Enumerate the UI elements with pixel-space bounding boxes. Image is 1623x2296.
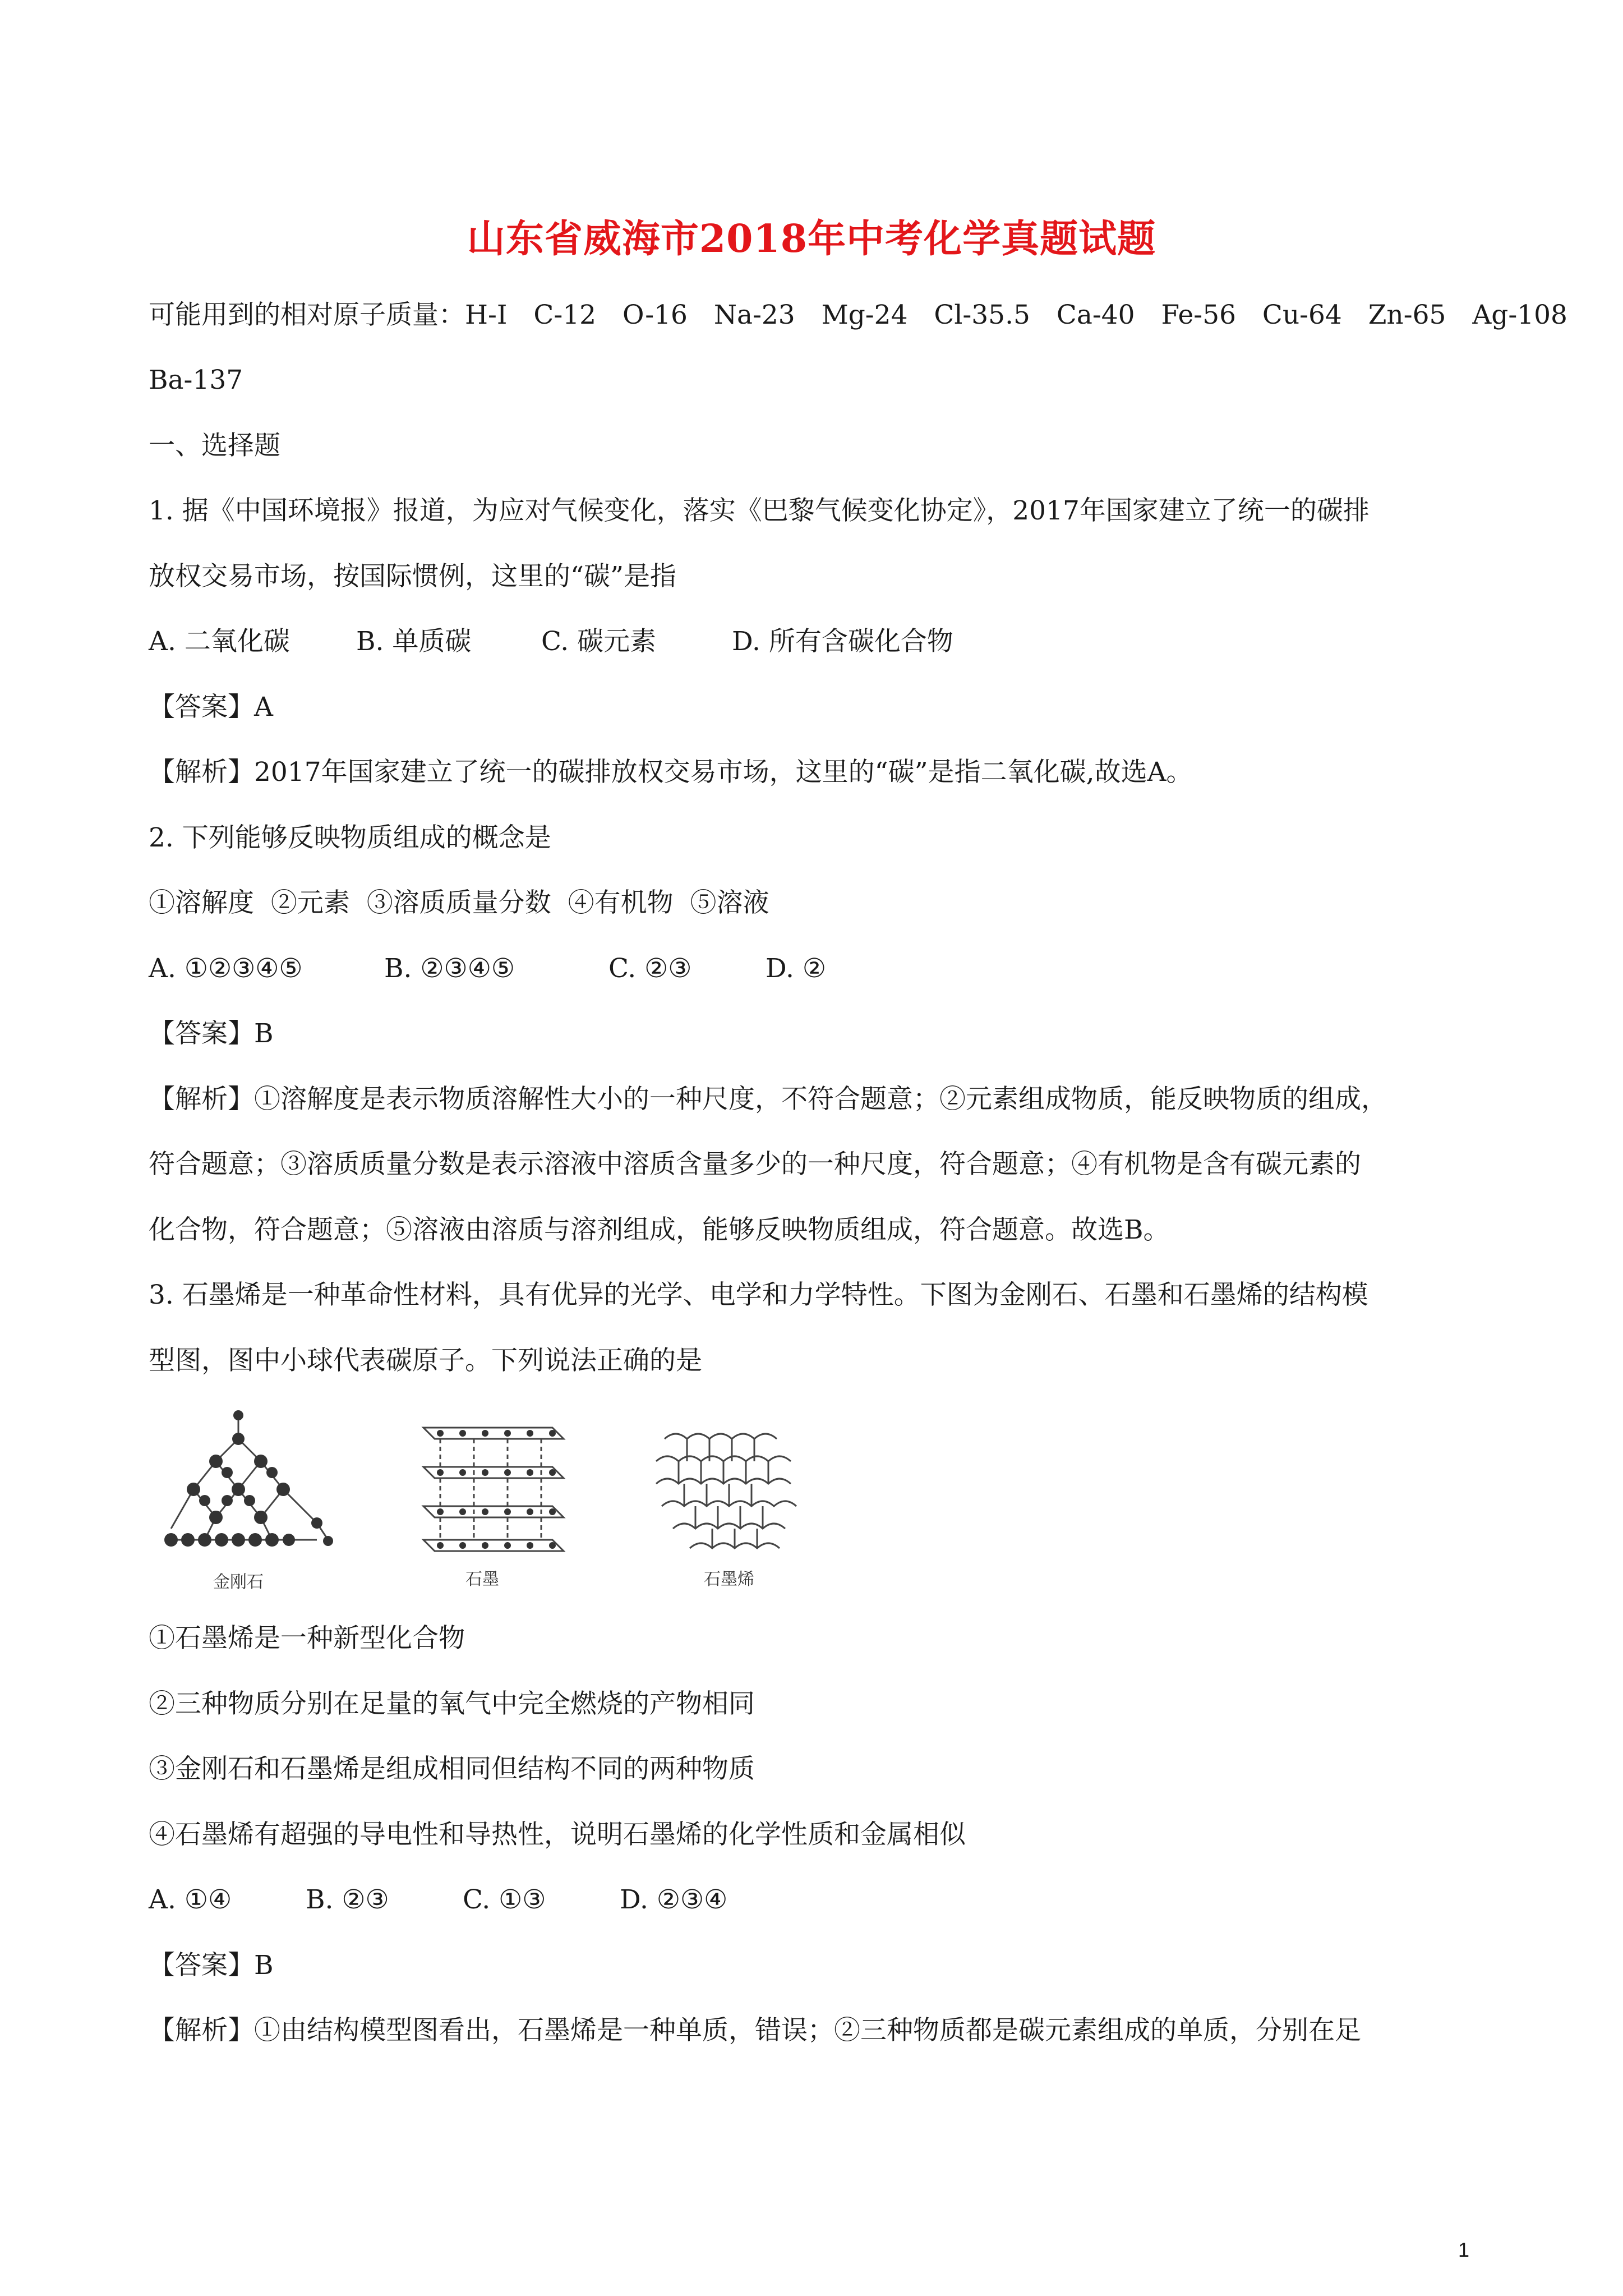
q2-option-c: C. ②③ (608, 953, 692, 984)
atomic-mass-item: Ca-40 (1056, 300, 1135, 330)
q2-stem: 2. 下列能够反映物质组成的概念是 (149, 822, 551, 853)
diamond-structure (171, 1416, 328, 1540)
page-title: 山东省威海市2018年中考化学真题试题 (467, 217, 1156, 261)
q3-statement-2: ②三种物质分别在足量的氧气中完全燃烧的产物相同 (149, 1688, 755, 1719)
q2-analysis-line1: 【解析】①溶解度是表示物质溶解性大小的一种尺度，不符合题意；②元素组成物质，能反映物质的组成， (149, 1084, 1387, 1115)
q2-options (149, 952, 826, 986)
q3-option-b: B. ②③ (306, 1884, 389, 1915)
q1-stem-line1: 1. 据《中国环境报》报道，为应对气候变化，落实《巴黎气候变化协定》，2017年国家建立了统一的碳排 (149, 495, 1370, 526)
q3-options (149, 1883, 727, 1917)
q3-statement-1: ①石墨烯是一种新型化合物 (149, 1623, 465, 1654)
section-heading: 一、选择题 (149, 430, 280, 461)
atomic-mass-row (149, 298, 1567, 332)
q3-statement-3: ③金刚石和石墨烯是组成相同但结构不同的两种物质 (149, 1754, 755, 1784)
q3-statement-4: ④石墨烯有超强的导电性和导热性，说明石墨烯的化学性质和金属相似 (149, 1819, 966, 1850)
atomic-mass-item: Na-23 (713, 300, 795, 330)
q3-stem-line2: 型图，图中小球代表碳原子。下列说法正确的是 (149, 1345, 702, 1376)
carbon-structures-figure (149, 1405, 822, 1596)
q1-options (149, 625, 953, 659)
graphite-label: 石墨 (465, 1570, 499, 1589)
page-number: 1 (1458, 2238, 1470, 2261)
atomic-mass-item: C-12 (533, 300, 597, 330)
q1-stem-line2: 放权交易市场，按国际惯例，这里的“碳”是指 (149, 561, 677, 592)
graphene-structure (656, 1434, 796, 1548)
atomic-mass-item: Ag-108 (1472, 300, 1567, 330)
q2-option-b: B. ②③④⑤ (384, 953, 515, 984)
q3-analysis-line1: 【解析】①由结构模型图看出，石墨烯是一种单质，错误；②三种物质都是碳元素组成的单质，分别在足 (149, 2015, 1361, 2046)
q3-option-d: D. ②③④ (620, 1884, 728, 1915)
graphene-label: 石墨烯 (704, 1570, 754, 1589)
q3-stem-line1: 3. 石墨烯是一种革命性材料，具有优异的光学、电学和力学特性。下图为金刚石、石墨和石墨烯的结构模 (149, 1280, 1368, 1310)
diamond-atoms (164, 1410, 333, 1547)
atomic-mass-item: Zn-65 (1368, 300, 1446, 330)
q2-answer: 【答案】B (149, 1018, 274, 1049)
graphite-atoms (437, 1430, 556, 1549)
atomic-mass-label-and-h: 可能用到的相对原子质量：H-I (149, 300, 508, 330)
q2-option-a: A. ①②③④⑤ (149, 953, 303, 984)
q1-option-d: D. 所有含碳化合物 (732, 626, 953, 657)
q1-analysis: 【解析】2017年国家建立了统一的碳排放权交易市场，这里的“碳”是指二氧化碳,故选A。 (149, 757, 1193, 788)
q2-analysis-line2: 符合题意；③溶质质量分数是表示溶液中溶质含量多少的一种尺度，符合题意；④有机物是含有碳元素的 (149, 1149, 1361, 1180)
q1-option-a: A. 二氧化碳 (149, 626, 290, 657)
atomic-mass-last: Ba-137 (149, 365, 243, 395)
atomic-mass-item: O-16 (622, 300, 688, 330)
diamond-label: 金刚石 (213, 1572, 264, 1592)
atomic-mass-item: Mg-24 (821, 300, 908, 330)
q1-answer: 【答案】A (149, 692, 273, 723)
q3-option-a: A. ①④ (149, 1884, 232, 1915)
q3-option-c: C. ①③ (463, 1884, 546, 1915)
q1-option-b: B. 单质碳 (356, 626, 472, 657)
q3-answer: 【答案】B (149, 1950, 274, 1981)
q2-analysis-line3: 化合物，符合题意；⑤溶液由溶质与溶剂组成，能够反映物质组成，符合题意。故选B。 (149, 1214, 1170, 1245)
q2-option-d: D. ② (766, 953, 827, 984)
atomic-mass-item: Cu-64 (1262, 300, 1342, 330)
graphite-structure (423, 1428, 564, 1551)
atomic-mass-item: Fe-56 (1161, 300, 1236, 330)
q1-option-c: C. 碳元素 (541, 626, 657, 657)
q2-items: ①溶解度 ②元素 ③溶质质量分数 ④有机物 ⑤溶液 (149, 887, 769, 918)
atomic-mass-item: Cl-35.5 (934, 300, 1030, 330)
